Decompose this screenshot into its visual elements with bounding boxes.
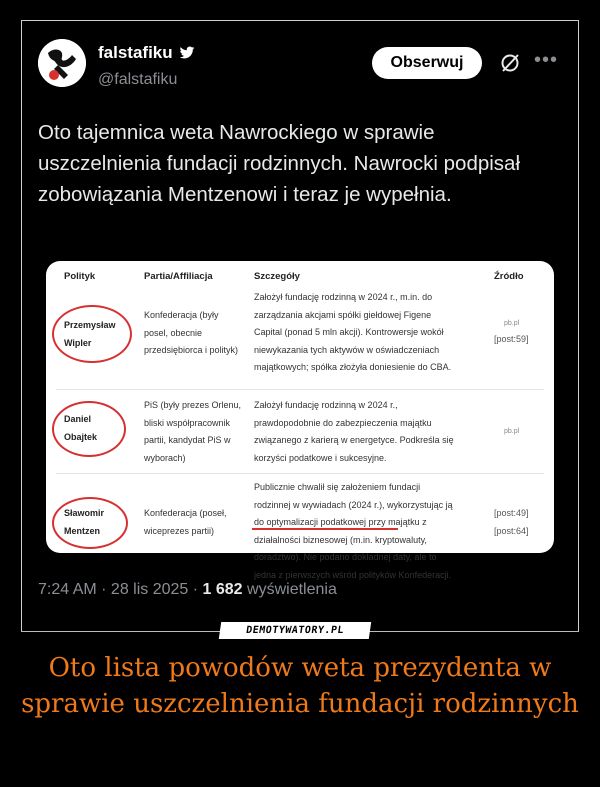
follow-button[interactable]: Obserwuj (372, 47, 482, 79)
timestamp[interactable]: 7:24 AM · 28 lis 2025 · (38, 581, 203, 598)
caption: Oto lista powodów weta prezydenta w sprawie uszczelnienia fundacji rodzinnych (21, 653, 579, 719)
highlight-underline (252, 528, 398, 530)
more-icon[interactable]: ••• (534, 49, 559, 71)
details-text: Publicznie chwalił się założeniem fundacji rodzinnej w wywiadach (2024 r.), wykorzystując ją do optymalizacji podatkowej przy majątku z działalności biznesowej (m.in. kryptowaluty, doradztwo). Nie podano dokładnej daty, ale to jedna z pierwszych wśród polityków Konfederacji. (254, 482, 453, 580)
source-domain[interactable]: pb.pl (504, 320, 520, 327)
avatar[interactable] (38, 39, 86, 87)
post-frame (21, 20, 579, 632)
watermark[interactable]: DEMOTYWATORY.PL (219, 622, 371, 639)
source-domain[interactable]: pb.pl (504, 428, 520, 435)
party-affiliation: Konfederacja (poseł, wiceprezes partii) (144, 508, 227, 536)
table-image[interactable] (46, 261, 554, 580)
politician-name: Sławomir Mentzen (64, 508, 105, 536)
views-label: wyświetlenia (242, 581, 337, 598)
details-text: Założył fundację rodzinną w 2024 r., m.in. do zarządzania akcjami spółki giełdowej Figene Capital (ponad 5 mln akcji). Kontrowersje wokół niewykazania tych aktywów w oświadczeniach majątkowych; spółka złożyła doniesienie do CBA. (254, 292, 452, 372)
header-details: Szczegóły (254, 271, 300, 282)
row-divider (56, 473, 544, 474)
watermark-line (21, 631, 221, 632)
header-source: Źródło (494, 271, 524, 282)
watermark-line (370, 631, 579, 632)
politician-name: Daniel Obajtek (64, 414, 98, 442)
views-count: 1 682 (202, 581, 243, 598)
header-politician: Polityk (64, 271, 96, 282)
source-post[interactable]: [post:49] [post:64] (494, 508, 529, 536)
user-handle[interactable]: @falstafiku (98, 71, 178, 88)
tweet-text: Oto tajemnica weta Nawrockiego w sprawie uszczelnienia fundacji rodzinnych. Nawrocki podpisał zobowiązania Mentzenowi i teraz je wypełnia. (38, 121, 521, 206)
tweet-meta (38, 581, 337, 599)
header-party: Partia/Affiliacja (144, 271, 213, 282)
display-name[interactable] (98, 43, 195, 63)
twitter-bird-icon (179, 46, 195, 60)
source-post[interactable]: [post:59] (494, 334, 529, 344)
party-affiliation: PiS (były prezes Orlenu, bliski współpracownik partii, kandydat PiS w wyborach) (144, 400, 242, 463)
details-text: Założył fundację rodzinną w 2024 r., prawdopodobnie do zabezpieczenia majątku związanego z karierą w energetyce. Podkreśla się korzyści podatkowe i sukcesyjne. (254, 400, 454, 463)
display-name-text[interactable]: falstafiku (98, 43, 173, 62)
row-divider (56, 389, 544, 390)
grok-icon[interactable] (498, 51, 522, 75)
politician-name: Przemysław Wipler (64, 320, 116, 348)
party-affiliation: Konfederacja (były posel, obecnie przedsiębiorca i polityk) (144, 310, 239, 355)
